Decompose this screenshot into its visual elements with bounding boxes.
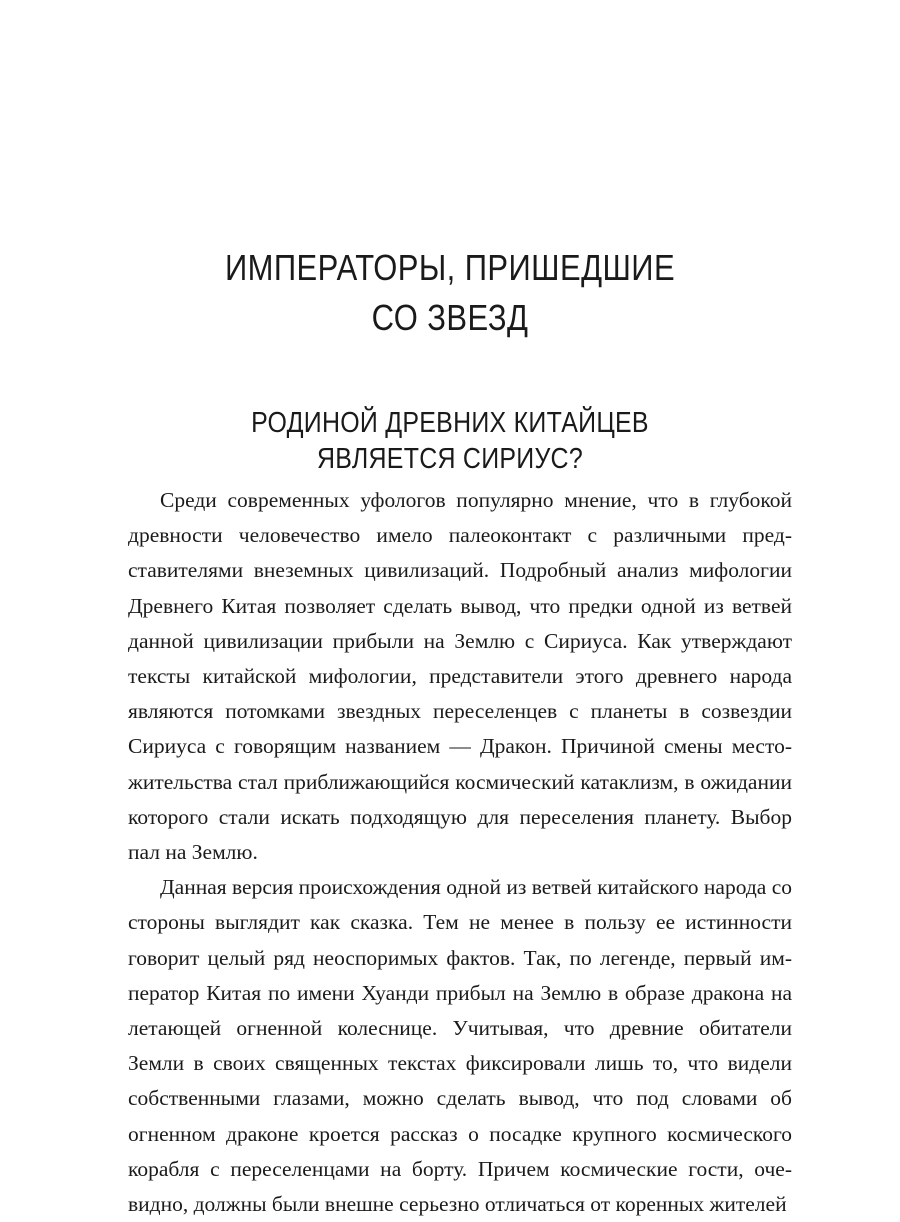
chapter-title	[63, 243, 837, 343]
section-title-line-2: ЯВЛЯЕТСЯ СИРИУС?	[317, 443, 583, 475]
paragraph-2: Данная версия происхождения одной из ветвей китайского народа со стороны выглядит как сказка. Тем не менее в пользу ее истинности говорит целый ряд неоспоримых фактов. Так, по легенде, первый император Китая по имени Хуанди прибыл на Землю в образе дракона на летающей огненной колеснице. Учитывая, что древние обитатели Земли в своих священных текстах фиксировали лишь то, что видели собственными глазами, можно сделать вывод, что под словами об огненном драконе кроется рассказ о посадке крупного космического корабля с переселенцами на борту. Причем космические гости, очевидно, должны были внешне серьезно отличаться от коренных жителей	[128, 875, 792, 1217]
chapter-title-line-1: ИМПЕРАТОРЫ, ПРИШЕДШИЕ	[224, 247, 676, 288]
paragraph-1: Среди современных уфологов популярно мнение, что в глубокой древности человечество имело палеоконтакт с различными представителями внеземных цивилизаций. Подробный анализ мифологии Древнего Китая позволяет сделать вывод, что предки одной из ветвей данной цивилизации прибыли на Землю с Сириуса. Как утверждают тексты китайской мифологии, представители этого древнего народа являются потомками звездных переселенцев с планеты в созвездии Сириуса с говорящим названием — Дракон. Причиной смены местожительства стал приближающийся космический катаклизм, в ожидании которого стали искать подходящую для переселения планету. Выбор пал на Землю.	[128, 488, 792, 865]
section-title-line-1: РОДИНОЙ ДРЕВНИХ КИТАЙЦЕВ	[251, 407, 649, 439]
section-title	[63, 405, 837, 477]
chapter-title-line-2: СО ЗВЕЗД	[371, 297, 529, 338]
body-text	[128, 483, 792, 1222]
